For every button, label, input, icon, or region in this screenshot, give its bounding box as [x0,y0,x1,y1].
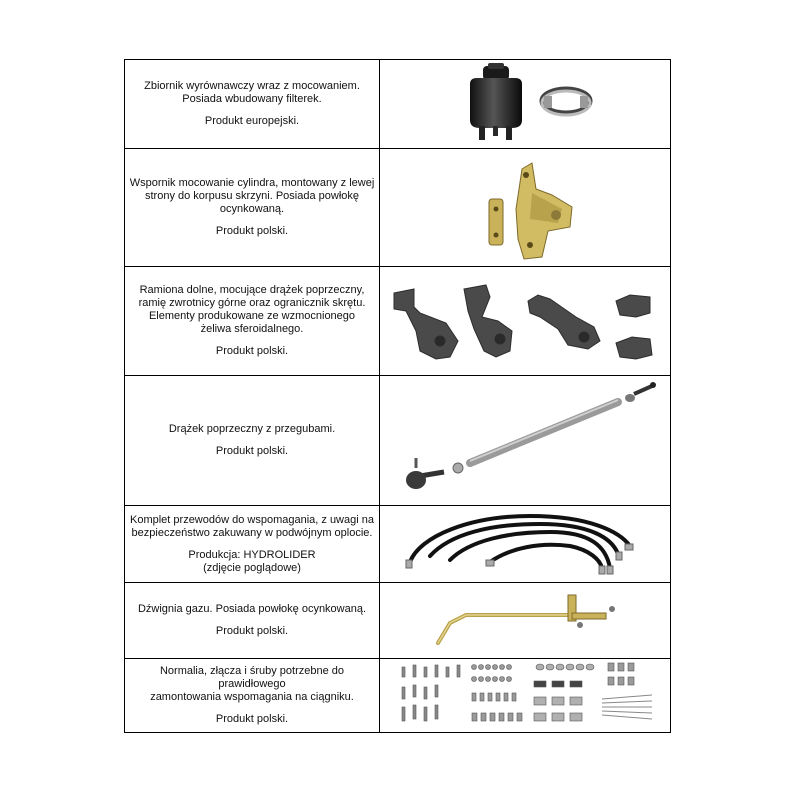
tie-rod-image [380,376,670,505]
table-row [125,149,671,267]
image-cell [380,376,671,506]
description-line: Posiada wbudowany filterek. [182,93,322,105]
origin-note: (zdjęcie poglądowe) [203,561,301,574]
origin-text: Produkt polski. [215,225,289,237]
description-line: Elementy produkowane ze wzmocnionego [148,310,356,322]
origin-text: Produkcja: HYDROLIDER [188,548,316,561]
description-line: Komplet przewodów do wspomagania, z uwagi na [130,513,374,526]
description-line: zamontowania wspomagania na ciągniku. [150,691,354,703]
description-line: Dźwignia gazu. Posiada powłokę ocynkowaną. [137,603,367,615]
description-line: Ramiona dolne, mocujące drążek poprzeczny, [139,284,365,296]
image-cell [380,583,671,659]
description-line: Wspornik mocowanie cylindra, montowany z lewej [129,177,375,189]
table-row [125,376,671,506]
parts-table [124,59,671,733]
image-cell [380,60,671,149]
throttle-lever-image [380,583,670,658]
table-row [125,506,671,583]
description-line: Normalia, złącza i śruby potrzebne do prawidłowego [159,665,345,690]
description-line: ramię zwrotnicy górne oraz ogranicznik skrętu. [138,297,366,309]
description-line: strony do korpusu skrzyni. Posiada powłokę [145,190,359,202]
table-row [125,583,671,659]
description-line: bezpieczeństwo zakuwany w podwójnym oplocie. [131,526,373,539]
description-cell [125,376,380,506]
origin-text: Produkt polski. [215,625,289,637]
table-row [125,659,671,733]
description-line: Drążek poprzeczny z przegubami. [168,423,336,435]
origin-text: Produkt polski. [215,345,289,357]
description-cell [125,583,380,659]
image-cell [380,506,671,583]
description-cell [125,506,380,583]
description-line: Zbiornik wyrównawczy wraz z mocowaniem. [144,80,360,92]
image-cell [380,267,671,376]
description-cell [125,149,380,267]
origin-text: Produkt polski. [215,445,289,457]
description-cell [125,60,380,149]
description-line: żeliwa sferoidalnego. [200,323,304,335]
table-row [125,60,671,149]
cylinder-bracket-image [380,149,670,266]
description-cell [125,267,380,376]
cast-arms-image [380,267,670,375]
description-line: ocynkowaną. [219,203,285,215]
reservoir-and-clamp-image [380,60,670,148]
hydraulic-hoses-image [380,506,670,582]
image-cell [380,659,671,733]
origin-text: Produkt polski. [215,713,289,725]
hardware-kit-image [380,659,670,732]
origin-text: Produkt europejski. [204,115,300,127]
table-row [125,267,671,376]
image-cell [380,149,671,267]
description-cell [125,659,380,733]
